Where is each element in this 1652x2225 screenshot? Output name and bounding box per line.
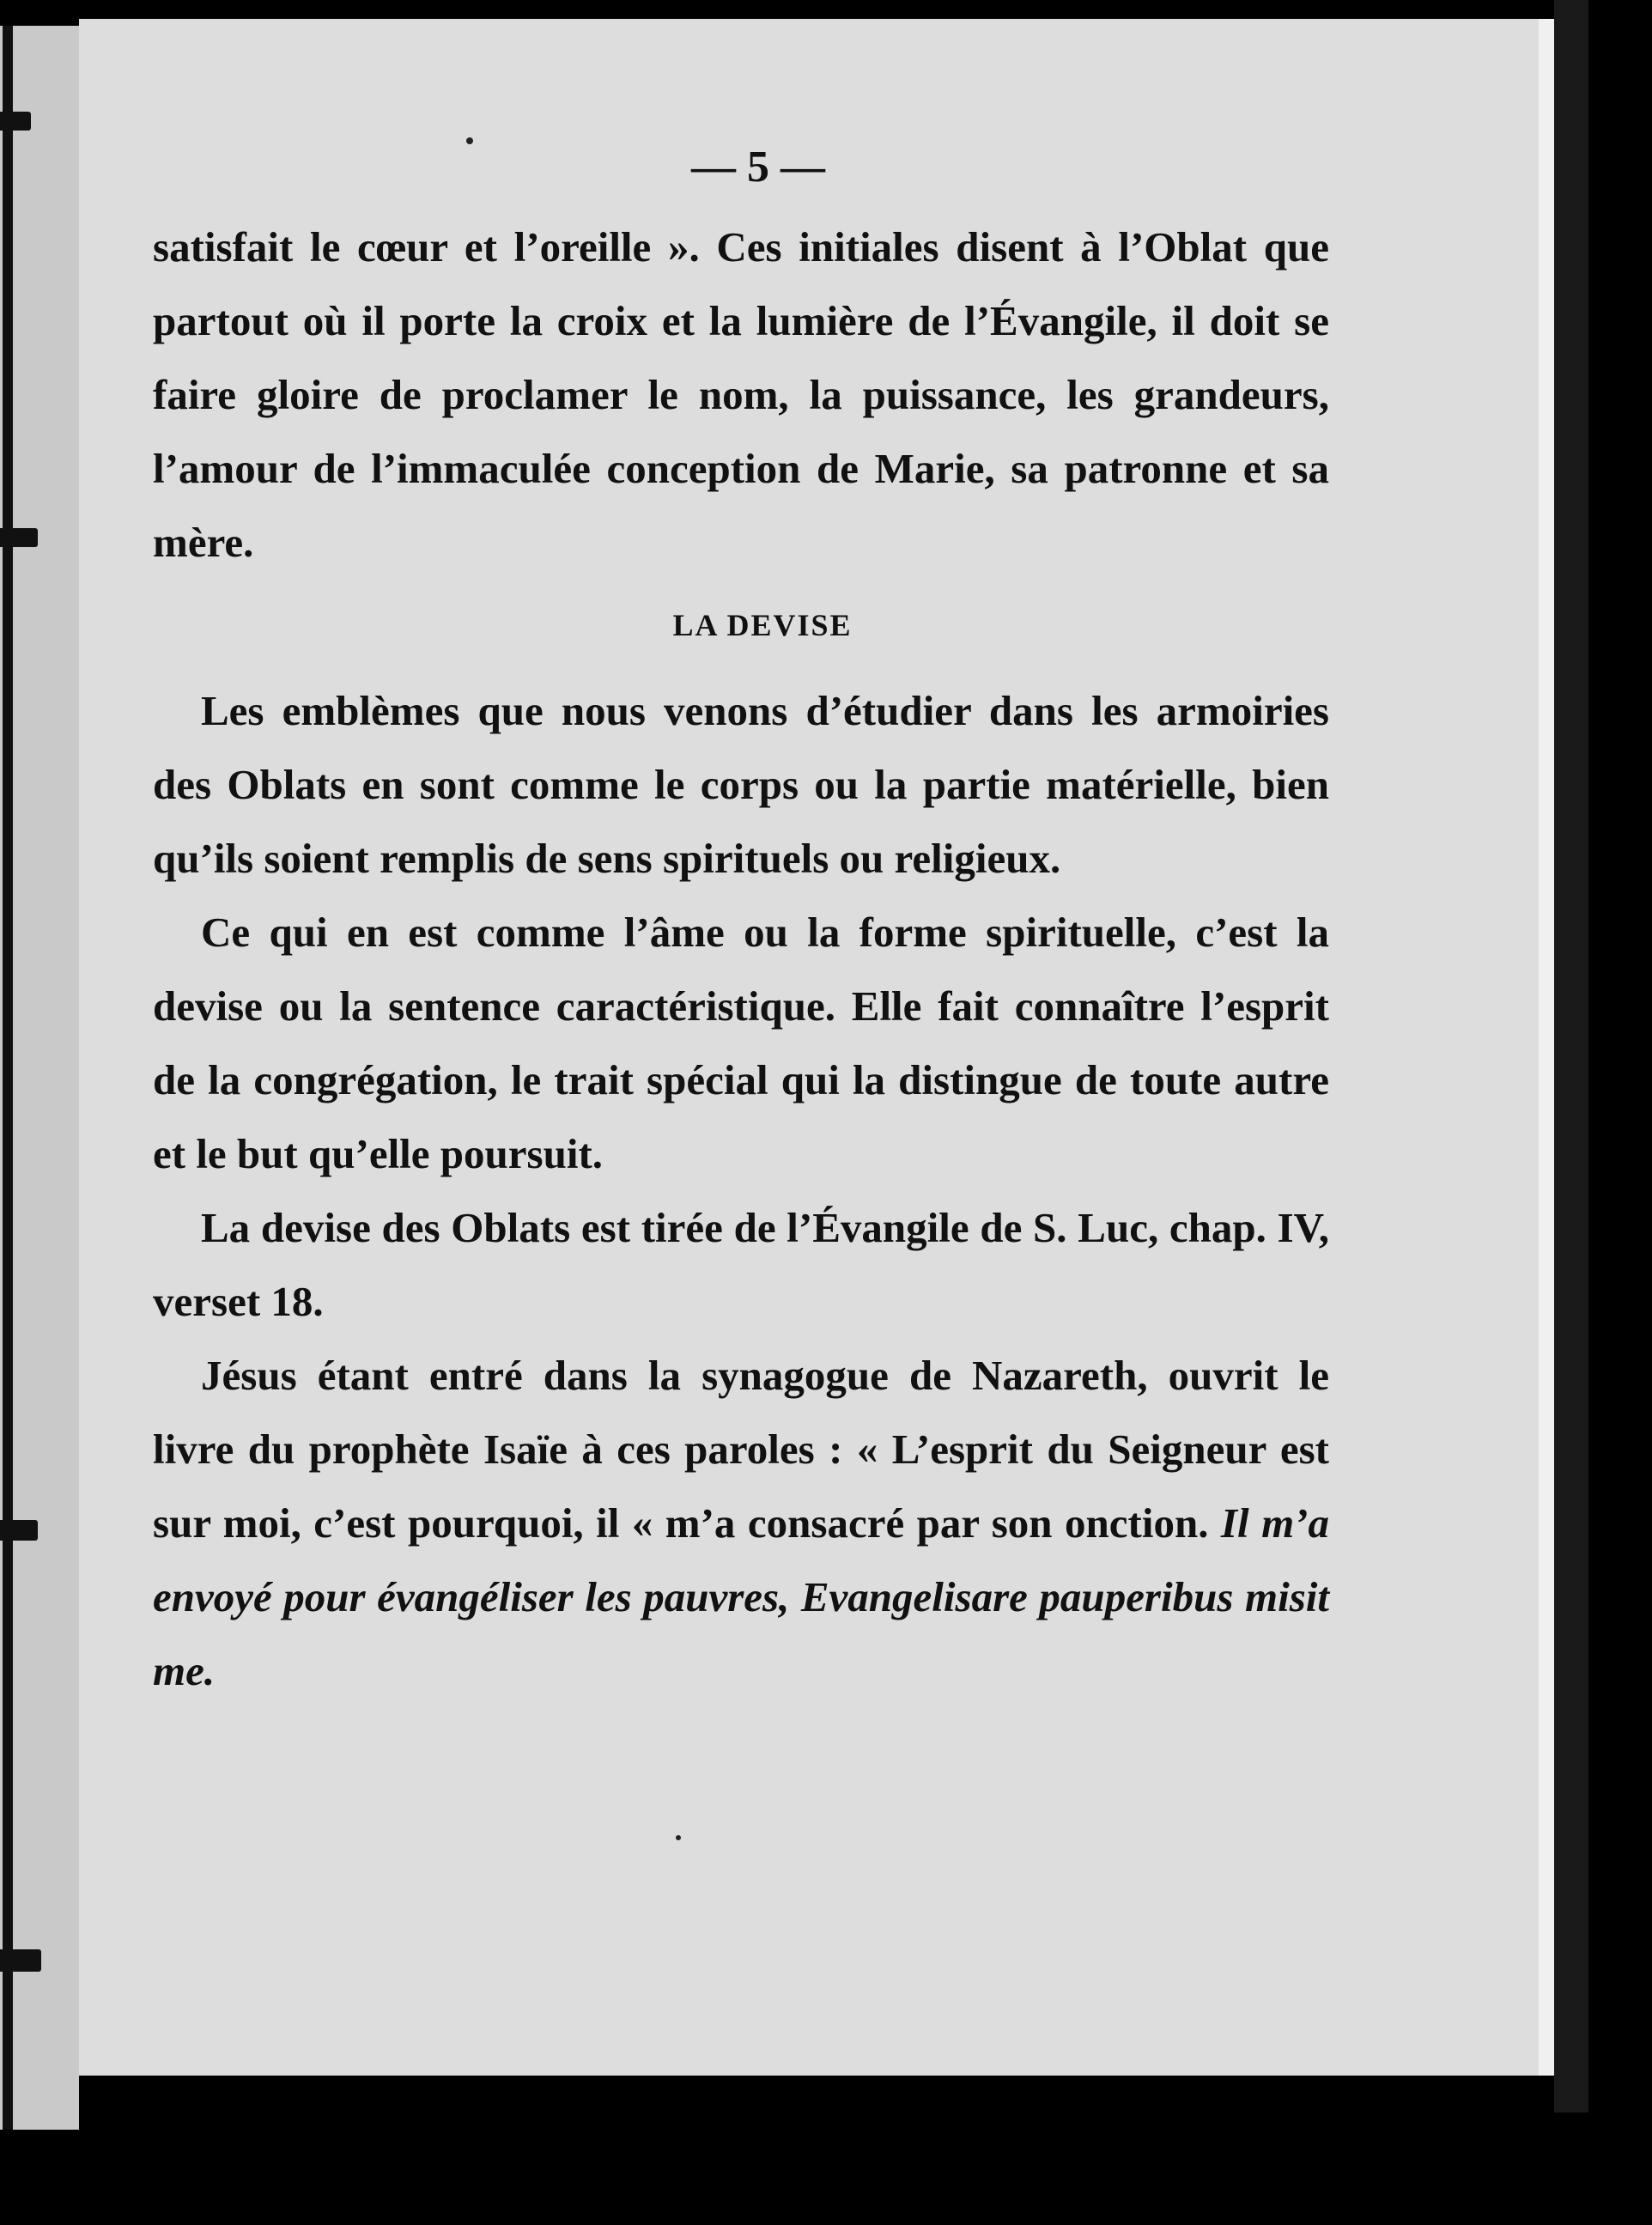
latin-motto: Il m’a envoyé pour évangéliser les pauvres, Evangelisare pauperibus misit me. bbox=[153, 1499, 1329, 1694]
body-paragraph: Les emblèmes que nous venons d’étudier dans les armoiries des Oblats en sont comme le corps ou la partie matérielle, bien qu’ils soient remplis de sens spirituels ou religieux. bbox=[153, 687, 1329, 882]
quotation-text: Jésus étant entré dans la synagogue de Nazareth, ouvrit le livre du prophète Isaïe à ces paroles : « L’esprit du Seigneur est sur moi, c’est pourquoi, il « m’a consacré par son onction. bbox=[153, 1352, 1329, 1547]
opening-paragraph: satisfait le cœur et l’oreille ». Ces initiales disent à l’Oblat que partout où il porte la croix et la lumière de l’Évangile, il doit se faire gloire de proclamer le nom, la puissance, les grandeurs, l’amour de l’immaculée conception de Marie, sa patronne et sa mère. bbox=[153, 223, 1329, 566]
spine-line bbox=[3, 26, 13, 2130]
section-heading: LA DEVISE bbox=[672, 608, 853, 642]
binding-mark bbox=[0, 1949, 41, 1972]
binding-mark bbox=[0, 1520, 38, 1541]
ink-speck bbox=[676, 1835, 681, 1840]
previous-page-edge bbox=[0, 26, 79, 2130]
page-edge bbox=[1539, 19, 1554, 2076]
page-text bbox=[153, 133, 1329, 1708]
right-border bbox=[1554, 0, 1588, 2113]
quotation-paragraph bbox=[153, 1339, 1329, 1708]
binding-mark bbox=[0, 112, 31, 131]
body-paragraph: Ce qui en est comme l’âme ou la forme spirituelle, c’est la devise ou la sentence caractéristique. Elle fait connaître l’esprit de la congrégation, le trait spécial qui la distingue de toute autre et le but qu’elle poursuit. bbox=[153, 909, 1329, 1177]
page-number: — 5 — bbox=[691, 143, 825, 191]
binding-mark bbox=[0, 528, 38, 547]
body-paragraph: La devise des Oblats est tirée de l’Évangile de S. Luc, chap. IV, verset 18. bbox=[153, 1204, 1329, 1325]
